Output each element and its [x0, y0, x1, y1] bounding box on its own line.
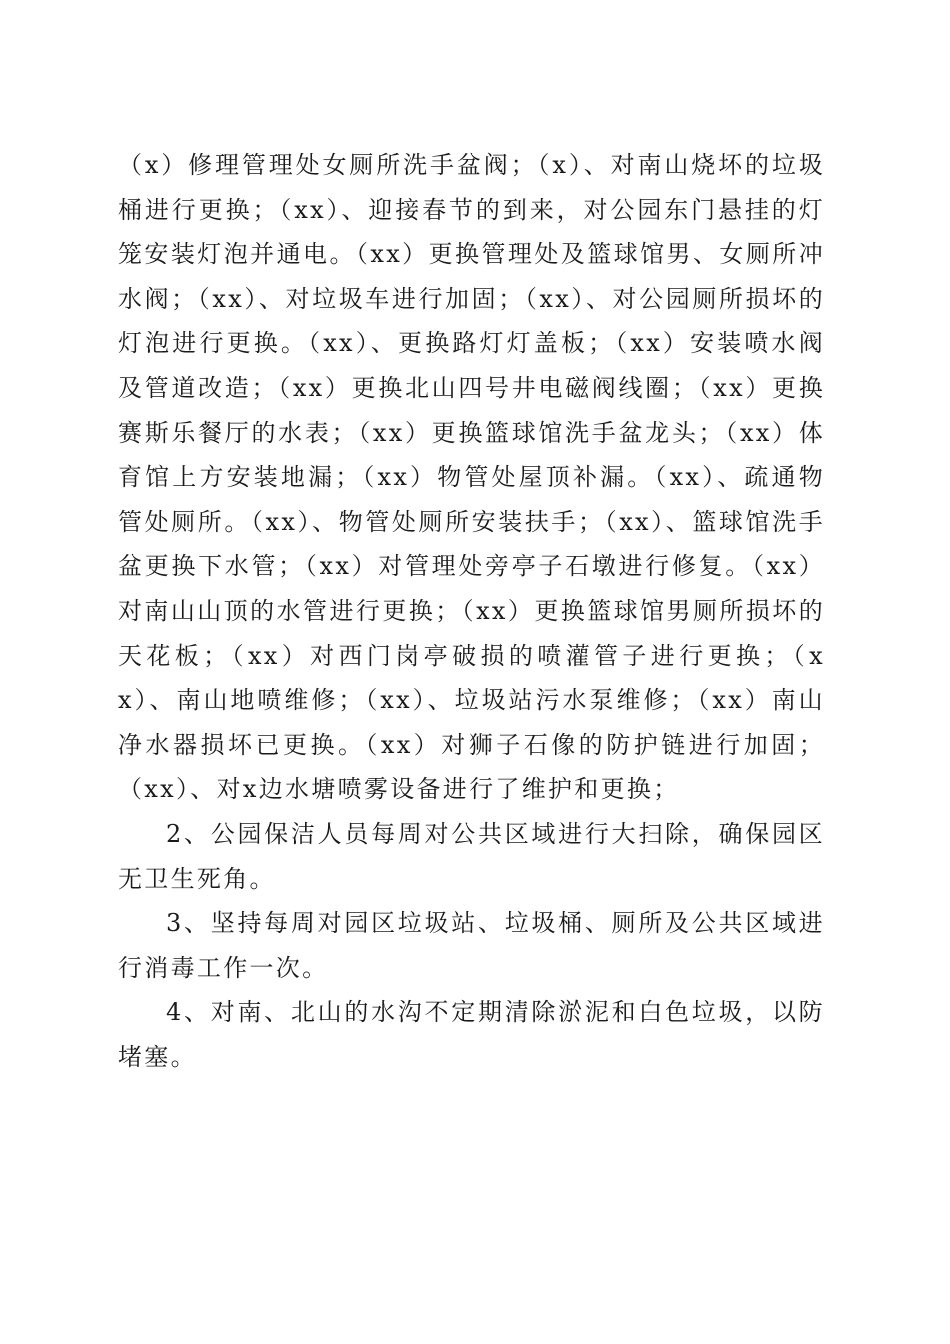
paragraph-item-2: 2、公园保洁人员每周对公共区域进行大扫除，确保园区无卫生死角。 [118, 819, 825, 893]
paragraph-maintenance-list: （x）修理管理处女厕所洗手盆阀；（x）、对南山烧坏的垃圾桶进行更换；（xx）、迎接春节的到来，对公园东门悬挂的灯笼安装灯泡并通电。（xx）更换管理处及篮球馆男、女厕所冲水阀；（xx）、对垃圾车进行加固；（xx）、对公园厕所损坏的灯泡进行更换。（xx）、更换路灯灯盖板；（xx）安装喷水阀及管道改造；（xx）更换北山四号井电磁阀线圈；（xx）更换赛斯乐餐厅的水表；（xx）更换篮球馆洗手盆龙头；（xx）体育馆上方安装地漏；（xx）物管处屋顶补漏。（xx）、疏通物管处厕所。（xx）、物管处厕所安装扶手；（xx）、篮球馆洗手盆更换下水管；（xx）对管理处旁亭子石墩进行修复。（xx）对南山山顶的水管进行更换；（xx）更换篮球馆男厕所损坏的天花板；（xx）对西门岗亭破损的喷灌管子进行更换；（xx）、南山地喷维修；（xx）、垃圾站污水泵维修；（xx）南山净水器损坏已更换。（xx）对狮子石像的防护链进行加固；（xx）、对x边水塘喷雾设备进行了维护和更换； [118, 151, 825, 804]
paragraph-item-3: 3、坚持每周对园区垃圾站、垃圾桶、厕所及公共区域进行消毒工作一次。 [118, 909, 825, 982]
paragraph-item-4: 4、对南、北山的水沟不定期清除淤泥和白色垃圾，以防堵塞。 [118, 998, 825, 1071]
document-body [118, 143, 825, 1079]
